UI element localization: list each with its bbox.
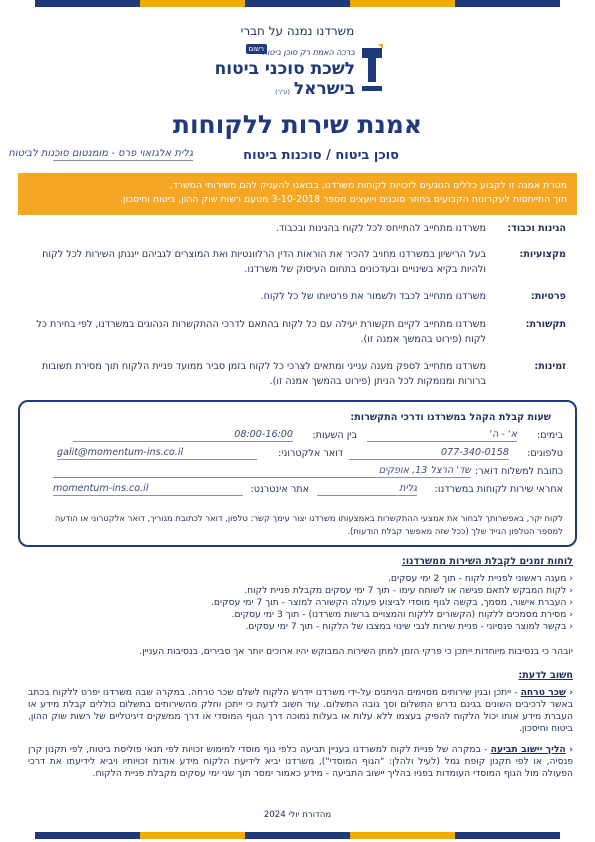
- important-title: חשוב לדעת:: [518, 670, 573, 681]
- sla-footnote: יובהר כי בנסיבות מיוחדות ייתכן כי פרקי הזמן למתן השירות המבוקש יהיו ארוכים יותר אך סבירים, בנסיבות העניין.: [139, 646, 573, 657]
- principle-text: משרדנו מתחייב להתייחס לכל לקוח בהגינות ובכבוד.: [276, 223, 486, 234]
- sla-item: ‹ העברת אישור, מסמך, בקשה לגוף מוסדי לביצוע פעולה הקשורה למוצר - תוך 7 ימי עסקים.: [33, 597, 573, 609]
- address-label: כתובת למשלוח דואר:: [475, 466, 563, 477]
- claims-text: - במקרה של פניית לקוח למשרדנו בעניין תביעה כלפי גוף מוסדי למימוש זכויות לפי תנאי פוליסת ביטוח, לפי תקנון קרן פנסיה, או לפי תקנון קופת גמל (לעיל ולהלן: "הגוף המוסדי"), משרדנו יביא לידיעת הלקוח מידע אודות זכויותיו ויביא לידיעתו את דרכי הפעולה מול הגוף המוסדי העומדות בפניו בהליך יישוב התביעה - מידע כאמור ימסר תוך שני ימי עסקים מקבלת פניית הלקוח.: [28, 744, 573, 779]
- principle-text: בעל הרישיון במשרדנו מחויב להכיר את הוראות הדין הרלוונטיות ואת המוצרים לגביהם ייננתן השירות לכל לקוח ולהיות בקיא בשינויים ובעדכונים בתחום העיסוק של משרדנו.: [42, 249, 486, 275]
- sla-title: לוחות זמנים לקבלת השירות ממשרדנו:: [402, 556, 573, 567]
- principle-text: משרדנו מתחייב לכבד ולשמור את פרטיותו של כל לקוח.: [260, 291, 486, 302]
- phone-value: 077-340-0158: [349, 447, 509, 460]
- principle-label: הגינות וכבוד:: [507, 223, 566, 234]
- fees-lead: שכר טרחה: [520, 687, 566, 698]
- website-label: אתר אינטרנט:: [250, 484, 309, 495]
- service-manager-value: גלית: [317, 483, 417, 496]
- membership-tagline: משרדנו נמנה על חברי: [240, 24, 355, 38]
- days-label: בימים:: [537, 430, 563, 441]
- page-title: אמנת שירות ללקוחות: [172, 110, 423, 139]
- sla-item: ‹ בקשר למוצר פנסיוני - פניית שירות לגבי שינוי במצבו של הלקוח - תוך 7 ימי עסקים.: [33, 621, 573, 633]
- sla-item: ‹ לקוח המבקש לתאם פגישה או לשוחח עימו - תוך 7 ימי עסקים מקבלת פניית לקוח.: [33, 585, 573, 597]
- days-value: א' - ה': [367, 429, 517, 442]
- sla-item: ‹ מסירת מסמכים ללקוח (הקשורים ללקוח והמצויים ברשות משרדנו) - תוך 3 ימי עסקים.: [33, 609, 573, 621]
- logo-badge: רשום: [246, 44, 267, 54]
- intro-line-2: תוך התייחסות לעקרונות הקבועים בחוזר סוכנים ויועצים מספר 3-10-2018 מטעם רשות שוק ההון, ביטוח וחיסכון.: [120, 194, 567, 205]
- principle-label: פרטיות:: [530, 291, 566, 302]
- intro-line-1: מטרת אמנה זו לקבוע כללים הנוגעים לזכויות לקוחות משרדנו, בבואנו להעניק להם משירותי המשרד,: [169, 180, 567, 191]
- claims-lead: הליך יישוב תביעה: [490, 744, 566, 755]
- principle-label: זמינות:: [534, 361, 566, 372]
- sla-item: ‹ מענה ראשוני לפניית לקוח - תוך 2 ימי עסקים.: [33, 573, 573, 585]
- bottom-color-bar: [35, 832, 560, 839]
- phone-label: טלפונים:: [527, 448, 563, 459]
- intro-banner: [18, 173, 577, 215]
- sla-list: [33, 573, 573, 633]
- fees-paragraph: ‹ שכר טרחה - ייתכן ובגין שירותים מסוימים הניתנים על-ידי משרדנו יידרש הלקוח לשלם שכר טרחה. במקרה שבה משרדנו יפרט ללקוח בכתב באשר לרכיבים השונים בגינם נדרש התשלום וסך גובה התשלום. עוד חשוב לדעת כי ייתכן וחלק מהשירותים בתשלום כוללים קבלת מידע או העברת מידע אותו יכול הלקוח להפיק בעצמו ללא עלות או בעלות נמוכה דרך הגוף המוסדי או דרך ממשקים דיגיטליים של רשות שוק ההון, ביטוח וחיסכון.: [28, 687, 573, 734]
- edition-label: מהדורת יולי 2024: [263, 810, 332, 820]
- address-value: שד' הרצל 13, אופקים: [53, 465, 471, 478]
- logo-text-line2: בישראל(ע"ר): [275, 79, 355, 99]
- principle-text: משרדנו מתחייב לקיים תקשורת יעילה עם כל לקוח בהתאם לדרכי ההתקשרות הנהוגים במשרדנו, לפי בחירת כל לקוח (פירוט בהמשך אמנה זו).: [36, 319, 486, 345]
- logo-slogan: ברכה האמת רק סוכן ביטוח: [261, 48, 355, 57]
- logo-mark-icon: [359, 44, 385, 104]
- website-value: momentum-ins.co.il: [53, 483, 243, 496]
- claims-paragraph: ‹ הליך יישוב תביעה - במקרה של פניית לקוח למשרדנו בעניין תביעה כלפי גוף מוסדי למימוש זכויות לפי תנאי פוליסת ביטוח, לפי תקנון קרן פנסיה, או לפי תקנון קופת גמל (לעיל ולהלן: "הגוף המוסדי"), משרדנו יביא לידיעת הלקוח מידע אודות זכויותיו ויביא לידיעתו את דרכי הפעולה מול הגוף המוסדי העומדות בפניו בהליך יישוב התביעה - מידע כאמור ימסר תוך שני ימי עסקים מקבלת פניית הלקוח.: [28, 744, 573, 779]
- top-color-bar: [35, 0, 560, 7]
- hours-label: בין השעות:: [312, 430, 357, 441]
- hours-value: 08:00-16:00: [73, 429, 293, 442]
- service-manager-label: אחראי שירות לקוחות במשרדנו:: [434, 484, 563, 495]
- contact-note: לקוח יקר, באפשרותך לבחור את אמצעי ההתקשרות באמצעותו משרדנו יצור עימך קשר: טלפון, דואר לכתובת מגוריך, דואר אלקטרוני או הודעה למספר הטלפון הנייד שלך (ככל שזה מאפשר קבלת הודעות).: [54, 513, 563, 536]
- contact-details-box: [18, 400, 577, 547]
- principle-label: מקצועיות:: [519, 249, 566, 260]
- email-label: דואר אלקטרוני:: [278, 448, 343, 459]
- agency-name-field: גלית אלגזאוי פרס - מומנטום סוכנות לביטוח: [8, 148, 193, 159]
- association-logo: [215, 44, 385, 106]
- principle-text: משרדנו מתחייב לספק מענה ענייני ומתאים לצרכי כל לקוח בזמן סביר ממועד פניית הלקוח תוך מסירת תשובות ברורות ומנומקות לכל הניתן (פירוט בהמשך אמנה זו).: [41, 361, 486, 387]
- email-value: galit@momentum-ins.co.il: [57, 447, 257, 460]
- principle-label: תקשורת:: [525, 319, 566, 330]
- page-subtitle: סוכן ביטוח / סוכנות ביטוח: [243, 148, 399, 163]
- fees-text: - ייתכן ובגין שירותים מסוימים הניתנים על-ידי משרדנו יידרש הלקוח לשלם שכר טרחה. במקרה שבה משרדנו יפרט ללקוח בכתב באשר לרכיבים השונים בגינם נדרש התשלום וסך גובה התשלום. עוד חשוב לדעת כי ייתכן וחלק מהשירותים בתשלום כוללים קבלת מידע או העברת מידע אותו יכול הלקוח להפיק בעצמו ללא עלות או בעלות נמוכה דרך הגוף המוסדי או דרך ממשקים דיגיטליים של רשות שוק ההון, ביטוח וחיסכון.: [28, 687, 573, 734]
- logo-text-line1: לשכת סוכני ביטוח: [214, 59, 355, 79]
- contact-title: שעות קבלת הקהל במשרדנו ודרכי התקשרות:: [350, 412, 551, 423]
